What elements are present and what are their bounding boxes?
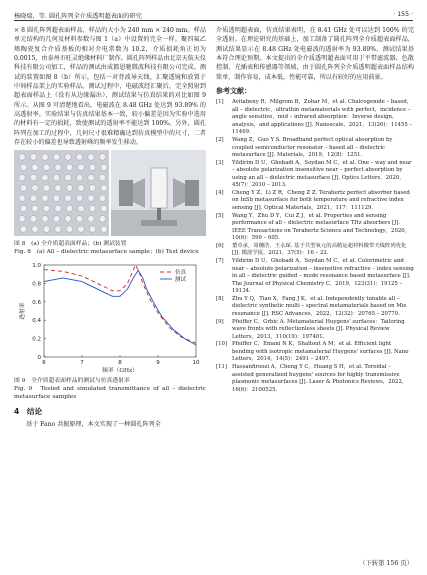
fig9-caption-zh: 图 9 全介质超表面样品的测试与仿真透射率	[14, 378, 130, 385]
test-device-photo	[111, 150, 206, 236]
hole-array-image	[14, 150, 109, 236]
hole	[43, 206, 49, 212]
x-tick-label: 8	[118, 360, 122, 367]
conclusion-paragraph-cont: 介质透明超表面，仿真结果表明，在 8.41 GHz 处可以达到 100% 的完全透射。在理论研究的基础上，加工制备了圆孔阵列全介质超表面样品，测试结果显示在 8.48 GHz 处电磁波的透射率为 93.89%，测试结果基本符合理论预期。本文提出的全介质透明超表面可用于平带滤波器、色散控制、光插表和传感器等领域，由于圆孔阵列全介质透明超表面样品结构简单，制作容易，成本低，性能可靠，所以有较好的应用前景。	[216, 27, 414, 81]
hole	[76, 175, 82, 181]
hole	[30, 195, 36, 201]
fig8-caption-zh: 图 8 (a) 全介质超表面样品；(b) 测试装置	[14, 241, 127, 248]
reference-item	[216, 319, 414, 341]
hole	[65, 216, 71, 222]
hole	[101, 165, 107, 171]
reference-number: [9]	[216, 318, 224, 325]
hole	[55, 206, 61, 212]
y-tick-label: 0	[37, 355, 41, 362]
hole	[88, 216, 94, 222]
hole	[89, 165, 95, 171]
hole	[99, 216, 105, 222]
hole	[19, 216, 25, 222]
hole	[66, 226, 72, 232]
sample-photo	[14, 150, 109, 236]
hole	[78, 165, 84, 171]
reference-item	[216, 213, 414, 243]
hole	[30, 154, 36, 160]
left-column	[14, 26, 206, 429]
reference-text: Avitabeny R，Milgrom B，Zohar M，et al. Chalcogenide – based，all – dielectric，ultrathin metamaterials with perfect，incidence – angle sensitive，mid – infrared absorption：Inverse design，analysis，and applications [J]. Nanoscale，2021，13(26)：11455 – 11469.	[232, 99, 413, 136]
hole	[20, 226, 26, 232]
hole	[53, 216, 59, 222]
hole	[88, 154, 94, 160]
hole	[19, 195, 25, 201]
hole	[101, 226, 107, 232]
reference-text: Yildirim D U，Ghobadi A，Soydan M C，et al. One – way and near – absolute polarization insensitive near – perfect absorption by using an all – dielectric metasurface [J]. Optics Letters，2020，45(7)：2010 – 2013.	[232, 159, 412, 189]
hole	[76, 216, 82, 222]
transmittance-chart	[14, 259, 206, 377]
references-heading: 参考文献：	[216, 87, 251, 96]
reference-item	[216, 341, 414, 363]
legend-label: 仿真	[175, 270, 187, 277]
hole	[88, 175, 94, 181]
hole	[42, 154, 48, 160]
x-tick-label: 10	[192, 360, 200, 367]
hole	[66, 185, 72, 191]
hole	[78, 206, 84, 212]
reference-item	[216, 296, 414, 318]
reference-text: Yildirim D U，Ghobadi A，Soydan M C，et al. Colorimetric and near – absolute polarization – insensitive refractive – index sensing in all – dielectric guided – mode resonance based metasurface [J]. The Journal of Physical Chemistry C，2019，123(31)：19125 – 19134.	[232, 258, 414, 295]
series-line	[44, 265, 196, 343]
hole	[43, 185, 49, 191]
reference-item	[216, 99, 414, 136]
x-axis-label: 频率（GHz）	[102, 368, 138, 375]
hole	[78, 185, 84, 191]
hole	[53, 175, 59, 181]
running-header	[14, 6, 413, 20]
series-line	[44, 271, 196, 346]
reference-item	[216, 243, 414, 258]
hole	[30, 216, 36, 222]
hole	[32, 185, 38, 191]
hole	[55, 185, 61, 191]
y-tick-label: 0.2	[32, 337, 41, 344]
hole	[89, 185, 95, 191]
reference-number: [4]	[216, 190, 224, 197]
x-tick-label: 7	[80, 360, 84, 367]
hole	[65, 175, 71, 181]
hole	[66, 206, 72, 212]
y-tick-label: 0.6	[32, 300, 41, 307]
hole	[55, 165, 61, 171]
header-article-title: 杨晓瑞，等. 圆孔阵列全介质透明超表面的研究	[14, 13, 142, 20]
fig9-chart	[14, 259, 206, 377]
header-rule	[14, 20, 413, 21]
hole	[20, 185, 26, 191]
body-paragraph: × 8 圆孔阵列超表面样品，样品的大小为 240 mm × 240 mm。样品单元结构的几何及材料参数与图 1（a）中设置的完全一样。聚四氟乙烯陶瓷复合介质基板的相对介电常数为 10.2，介质损耗角正切为 0.0015，由泰州市旺灵绝缘材料厂制作。圆孔阵列样品由北京天航天仪科技有限公司加工，样品的测试由成都恩驰微波科技有限公司完成。测试的装置如图 8（b）所示，包括一对背波导天线、汇聚透镜和放置于中间样品架上的实验样品。测试过程中，电磁波经汇聚后，完全照射到超表面样品上（没有从边缘漏出），测试结果与仿真结果的对比如图 9 所示。从图 9 可清楚地看出，电磁波在 8.48 GHz 处达到 93.89% 的高透射率。实验结果与仿真结果基本一致，较小偏差是因为实验中选用的材料有一定的损耗，致使测试的透射率不能达到 100%。另外，圆孔阵列在加工的过程中，几何尺寸很难精确达到仿真模型中的尺寸，二者存在较小的偏差也导致透射峰的频率发生移动。	[14, 27, 206, 147]
hole	[99, 175, 105, 181]
x-tick-label: 6	[42, 360, 46, 367]
reference-number: [1]	[216, 99, 224, 106]
page-number: · 155 ·	[393, 11, 413, 18]
hole	[42, 216, 48, 222]
reference-text: Pfeiffer C，Emani N K，Shaltout A M，et al. Efficient light bending with isotropic metamaterial Huygens' surfaces [J]. Nano Letters，2014，14(5)：2491 – 2497.	[232, 341, 409, 363]
hole	[43, 226, 49, 232]
hole	[55, 226, 61, 232]
hole	[101, 185, 107, 191]
hole	[19, 154, 25, 160]
reference-number: [11]	[216, 364, 227, 371]
y-tick-label: 1.0	[32, 263, 41, 270]
hole	[19, 175, 25, 181]
section-heading: 4 结论	[14, 407, 43, 417]
reference-number: [3]	[216, 159, 224, 166]
hole	[65, 195, 71, 201]
test-device-image	[111, 150, 206, 236]
reference-item	[216, 364, 414, 394]
reference-list	[216, 99, 414, 394]
hole	[88, 195, 94, 201]
reference-item	[216, 160, 414, 190]
y-axis-label: 透射率	[20, 302, 26, 321]
reference-text: Zhu Y Q，Tian X，Fang J K，et al. Independently tunable all – dielectric synthetic multi – spectral metamaterials based on Mie resonance [J]. RSC Advances，2022，12(32)：20765 – 20770.	[232, 295, 407, 317]
reference-item	[216, 258, 414, 295]
hole	[42, 195, 48, 201]
legend-label: 测试	[175, 277, 187, 284]
hole	[66, 165, 72, 171]
x-tick-label: 9	[156, 360, 160, 367]
reference-number: [2]	[216, 137, 224, 144]
hole	[78, 226, 84, 232]
hole	[89, 206, 95, 212]
reference-number: [8]	[216, 295, 224, 302]
reference-number: [6]	[216, 242, 224, 249]
figure-8	[14, 150, 206, 237]
hole	[76, 195, 82, 201]
reference-number: [7]	[216, 258, 224, 265]
hole	[30, 175, 36, 181]
hole	[43, 165, 49, 171]
hole	[20, 165, 26, 171]
reference-text: Wang Y，Zhu D Y，Cui Z J，et al. Properties and sensing performance of all – dielectric metasurface THz absorbers [J]. IEEE Transactions on Terahertz Science and Technology，2020，10(6)：599 – 605.	[232, 212, 410, 242]
reference-item	[216, 137, 414, 159]
reference-text: Hassanfiroozi A，Cheng Y C，Huang S H，et al. Toroidal – assisted generalized huygens' sources for highly transmissive plasmonic metasurfaces [J]. Laser & Photonics Reviews，2022，16(6)：2100525.	[232, 364, 408, 393]
fig8-caption-en: Fig. 8 (a) All – dielectric metasurface sample；(b) Test device	[14, 249, 199, 256]
hole	[42, 175, 48, 181]
reference-text: Pfeiffer C，Grbic A. Metamaterial Huygens' surfaces：Tailoring wave fronts with reflectionless sheets [J]. Physical Review Letters，2013，110(19)：197401.	[232, 318, 405, 340]
right-column	[216, 26, 414, 394]
reference-text: Cheng Y Z，Li Z R，Cheng Z Z. Terahertz perfect absorber based on InSb metasurface for both temperature and refractive index sensing [J]. Optical Materials，2021，117：111129.	[232, 190, 410, 211]
reference-item	[216, 190, 414, 212]
conclusion-paragraph: 基于 Fano 共振原理，本文实现了一种圆孔阵列全	[26, 420, 161, 428]
hole	[101, 206, 107, 212]
y-tick-label: 0.8	[32, 281, 41, 288]
fig9-caption-en: Fig. 9 Tested and simulated transmittance of all – dielectric metasurface samples	[14, 386, 206, 401]
reference-text: Wang Z，Guo Y S. Broadband perfect optical absorption by coupled semiconductor resonator – based all – dielectric metasurface [J]. Materials，2019，12(8)：1251.	[232, 137, 393, 158]
hole	[99, 195, 105, 201]
hole	[20, 206, 26, 212]
hole	[53, 154, 59, 160]
hole	[99, 154, 105, 160]
hole	[53, 195, 59, 201]
hole	[65, 154, 71, 160]
reference-text: 董卓承，周穗浩，王永琛. 基于共型氧元的高精运超材料微带天线阵列优化 [J]. 微波学报，2021，37(5)：16 – 22.	[232, 242, 407, 257]
hole	[32, 165, 38, 171]
hole	[89, 226, 95, 232]
hole	[32, 226, 38, 232]
hole	[76, 154, 82, 160]
hole	[32, 206, 38, 212]
reference-number: [5]	[216, 212, 224, 219]
y-tick-label: 0.4	[32, 318, 41, 325]
reference-number: [10]	[216, 341, 227, 348]
continued-note: （下转第 156 页）	[359, 560, 413, 567]
